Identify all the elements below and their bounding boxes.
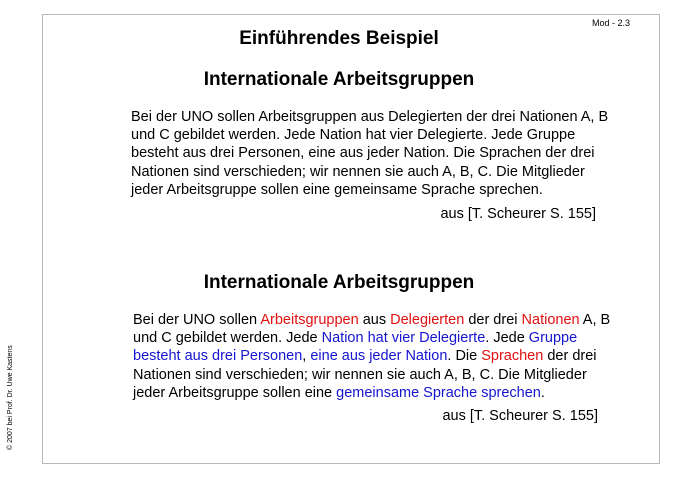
text-segment: . [540,384,545,401]
text-segment: aus [358,312,391,328]
highlight-blue-segment: gemeinsame Sprache sprechen [336,384,541,401]
text-segment: der drei Nationen sind verschieden; wir nennen sie auch A, B, C. Die Mitglieder jeder Arbeitsgruppe sollen eine [133,348,597,401]
section2-subtitle: Internationale Arbeitsgruppen [203,272,475,293]
section1-paragraph: Bei der UNO sollen Arbeitsgruppen aus Delegierten der drei Nationen A, B und C gebildet werden. Jede Nation hat vier Delegierte. Jede Gruppe besteht aus drei Personen, eine aus jeder Nation. Die Sprachen der drei Nationen sind verschieden; wir nennen sie auch A, B, C. Die Mitglieder jeder Arbeitsgruppe sollen eine gemeinsame Sprache sprechen. [131,109,609,198]
text-segment: , [302,348,311,365]
text-segment: Bei der UNO sollen [133,312,261,328]
text-segment: der drei [464,312,522,328]
text-segment: . Die [447,348,482,365]
highlight-blue-segment: Nation hat vier Delegierte [321,330,486,347]
slide-id: Mod - 2.3 [592,18,631,28]
highlight-red-segment: Sprachen [481,348,544,365]
text-segment: A, B und C gebildet werden. Jede [133,312,611,347]
highlight-blue-segment: Gruppe besteht aus drei Personen [133,330,578,365]
page-title: Einführendes Beispiel [239,28,439,49]
section2-paragraph [133,311,613,402]
section2-source: aus [T. Scheurer S. 155] [442,408,598,424]
highlight-red-segment: Nationen [521,312,580,328]
highlight-blue-segment: eine aus jeder Nation [310,348,448,365]
section1-source: aus [T. Scheurer S. 155] [440,206,596,222]
copyright-notice: © 2007 bei Prof. Dr. Uwe Kastens [7,345,14,450]
highlight-red-segment: Delegierten [390,312,465,328]
highlight-red-segment: Arbeitsgruppen [260,312,359,328]
text-segment: . Jede [485,330,529,347]
section1-subtitle: Internationale Arbeitsgruppen [203,69,475,90]
